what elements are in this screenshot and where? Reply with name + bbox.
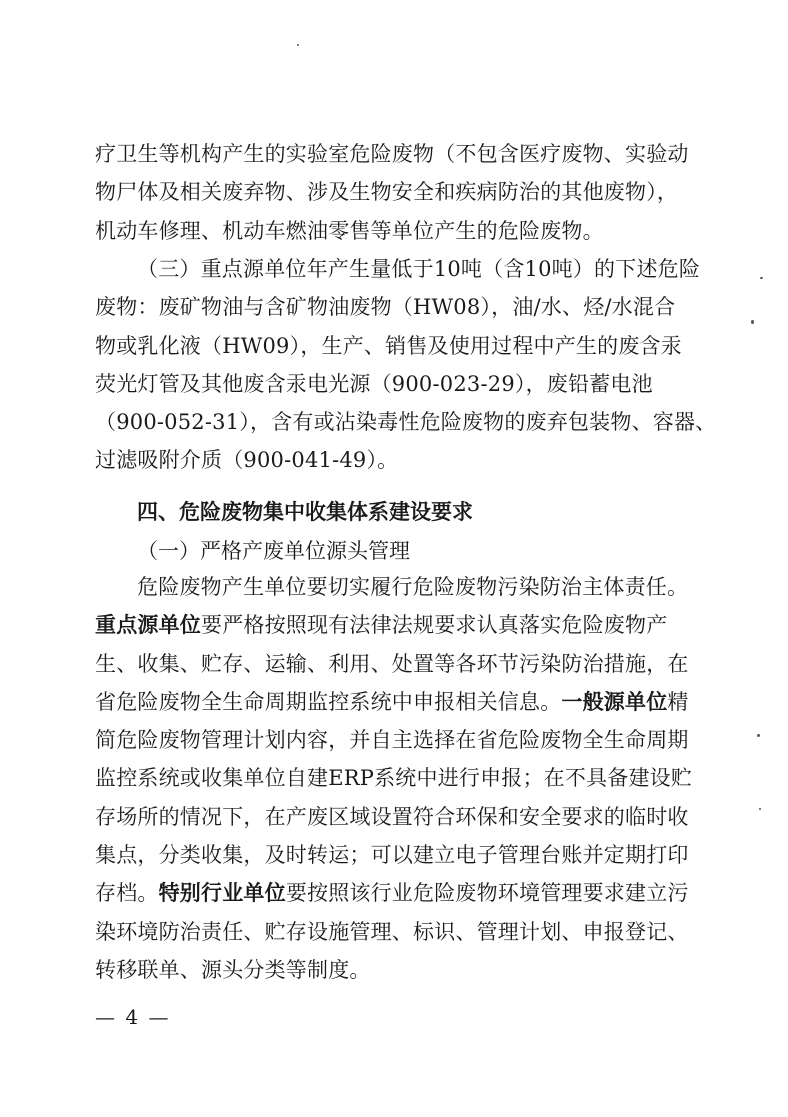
text-line: 生、收集、贮存、运输、利用、处置等各环节污染防治措施，在 xyxy=(95,651,689,676)
text-line: 存场所的情况下，在产废区域设置符合环保和安全要求的临时收 xyxy=(95,804,689,829)
key-term-special-industry: 特别行业单位 xyxy=(158,881,286,906)
key-term-major-source: 重点源单位 xyxy=(95,613,201,638)
text-run: 存档。 xyxy=(95,881,159,906)
scan-speck xyxy=(760,277,763,279)
text-line: 简危险废物管理计划内容，并自主选择在省危险废物全生命周期 xyxy=(95,728,689,753)
page-number: — 4 — xyxy=(95,1005,171,1029)
sub-heading: （一）严格产废单位源头管理 xyxy=(137,539,410,563)
text-line: 物或乳化液（HW09），生产、销售及使用过程中产生的废含汞 xyxy=(95,333,682,358)
text-run: 省危险废物全生命周期监控系统中申报相关信息。 xyxy=(95,689,562,714)
scan-speck xyxy=(759,808,761,810)
text-line: 机动车修理、机动车燃油零售等单位产生的危险废物。 xyxy=(95,218,604,243)
text-line xyxy=(95,874,695,912)
text-line: 染环境防治责任、贮存设施管理、标识、管理计划、申报登记、 xyxy=(95,919,689,944)
text-line: 疗卫生等机构产生的实验室危险废物（不包含医疗废物、实验动 xyxy=(95,142,689,166)
key-term-general-source: 一般源单位 xyxy=(561,689,668,714)
scan-speck xyxy=(297,44,299,46)
text-line: （900-052-31），含有或沾染毒性危险废物的废弃包装物、容器、 xyxy=(95,410,717,435)
text-line: 过滤吸附介质（900-041-49）。 xyxy=(95,448,399,473)
scan-speck xyxy=(751,320,754,324)
paragraph-medical-waste xyxy=(95,135,695,250)
text-line xyxy=(95,606,695,644)
text-run: 要按照该行业危险废物环境管理要求建立污 xyxy=(285,881,689,906)
text-line: （三）重点源单位年产生量低于10吨（含10吨）的下述危险 xyxy=(137,257,701,281)
text-run: 精 xyxy=(667,689,689,714)
text-line: 集点，分类收集，及时转运；可以建立电子管理台账并定期打印 xyxy=(95,843,689,868)
text-line: 荧光灯管及其他废含汞电光源（900-023-29），废铅蓄电池 xyxy=(95,371,653,396)
text-line: 废物：废矿物油与含矿物油废物（HW08），油/水、烃/水混合 xyxy=(95,295,676,320)
text-line: 危险废物产生单位要切实履行危险废物污染防治主体责任。 xyxy=(137,575,689,599)
text-line xyxy=(95,683,695,721)
paragraph-item-three xyxy=(95,250,717,480)
section-heading: 四、危险废物集中收集体系建设要求 xyxy=(137,500,473,524)
text-line: 转移联单、源头分类等制度。 xyxy=(95,957,371,982)
scan-speck xyxy=(757,734,760,737)
text-line: 物尸体及相关废弃物、涉及生物安全和疾病防治的其他废物）， xyxy=(95,180,679,205)
text-run: 要严格按照现有法律法规要求认真落实危险废物产 xyxy=(201,613,668,638)
text-line: 监控系统或收集单位自建ERP系统中进行申报；在不具备建设贮 xyxy=(95,766,693,791)
paragraph-source-management xyxy=(95,568,695,989)
